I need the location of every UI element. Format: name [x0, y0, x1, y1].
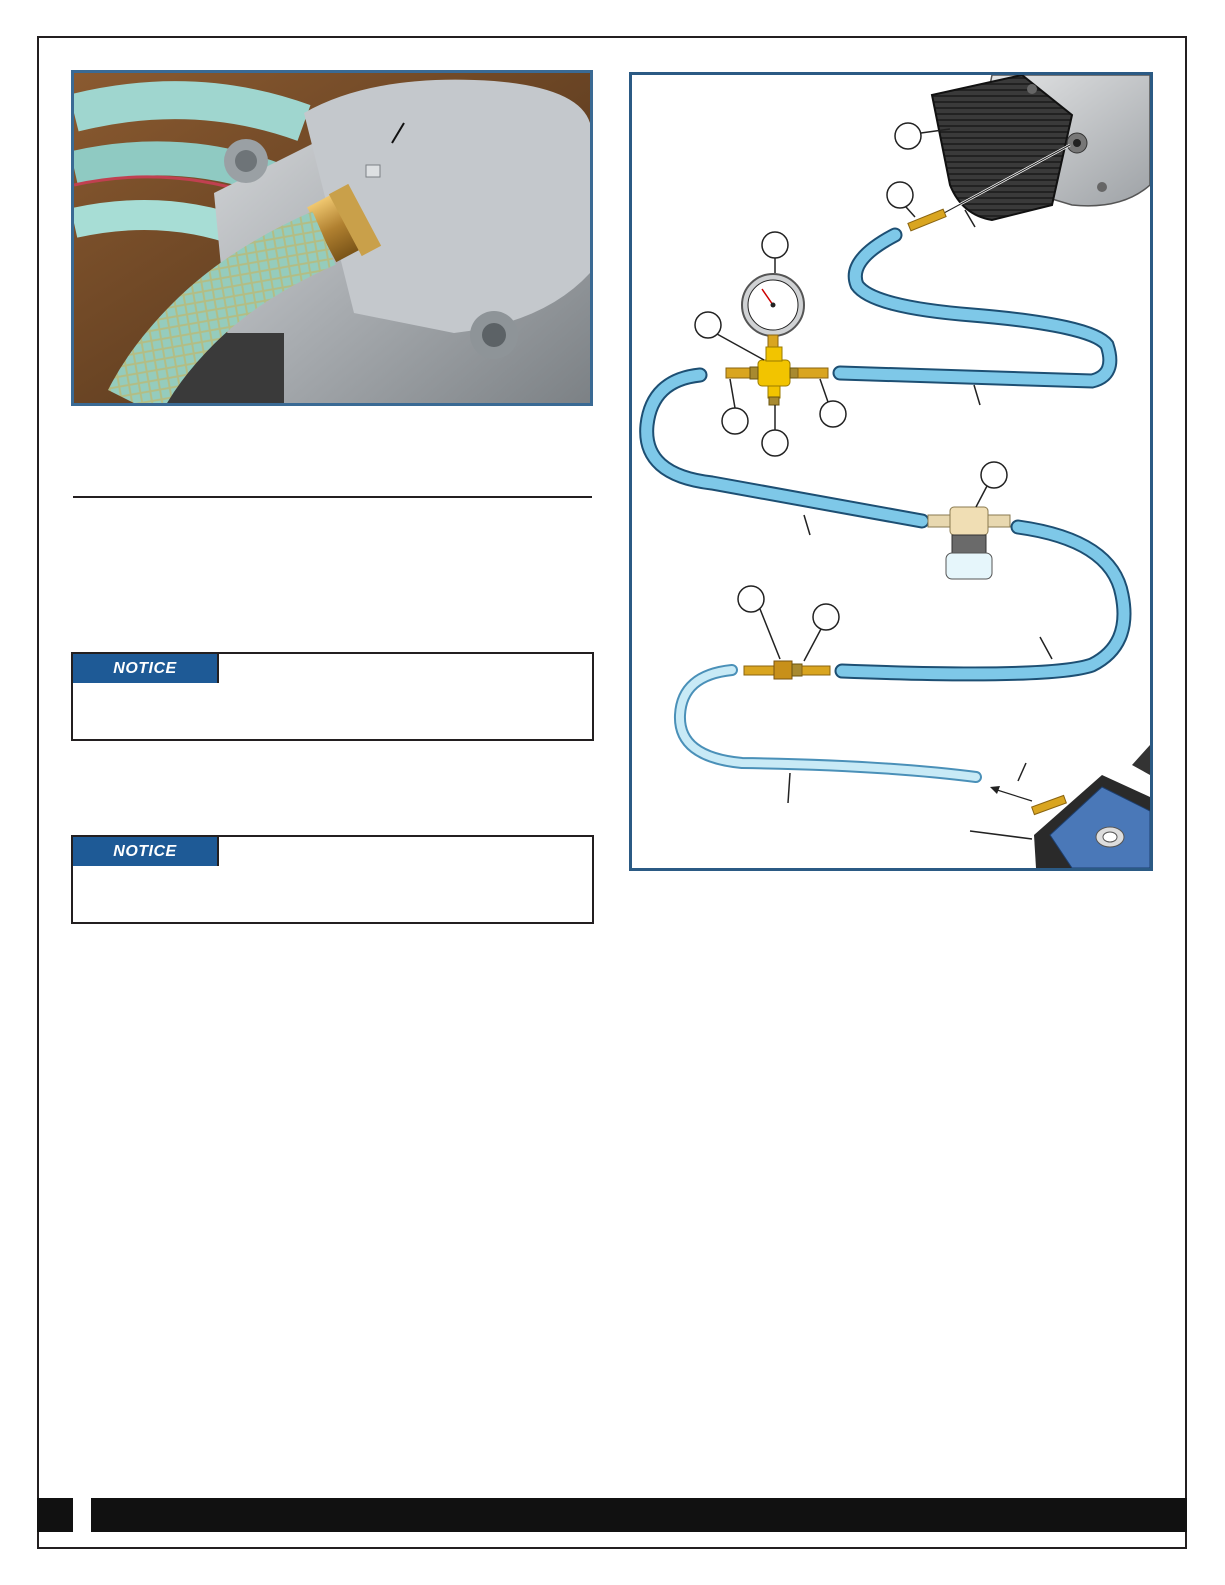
pressure-gauge	[742, 274, 804, 349]
callout-circle	[762, 430, 788, 456]
callout-circle	[887, 182, 913, 208]
notice-box-1	[71, 652, 594, 741]
compressor-hose-photo-icon	[74, 73, 590, 403]
hose-assembly-diagram-icon	[632, 75, 1150, 868]
brass-cross-tee	[726, 347, 828, 405]
brass-coupler	[744, 661, 830, 679]
footer-bar	[91, 1498, 1187, 1532]
callout-circle	[813, 604, 839, 630]
vacuum-chamber	[1032, 745, 1150, 868]
hose-assembly-diagram	[629, 72, 1153, 871]
callout-circle	[820, 401, 846, 427]
compressor-photo	[71, 70, 593, 406]
vacuum-pump	[932, 75, 1150, 220]
callout-circle	[762, 232, 788, 258]
callout-circle	[738, 586, 764, 612]
inline-filter	[928, 507, 1010, 579]
callout-circle	[895, 123, 921, 149]
barb-fitting-top	[908, 209, 946, 231]
callout-circle	[722, 408, 748, 434]
callout-circle	[981, 462, 1007, 488]
page-number-tab	[37, 1498, 73, 1532]
notice-box-2	[71, 835, 594, 924]
section-rule	[73, 496, 592, 498]
notice-label: NOTICE	[73, 654, 217, 683]
notice-label: NOTICE	[73, 837, 217, 866]
